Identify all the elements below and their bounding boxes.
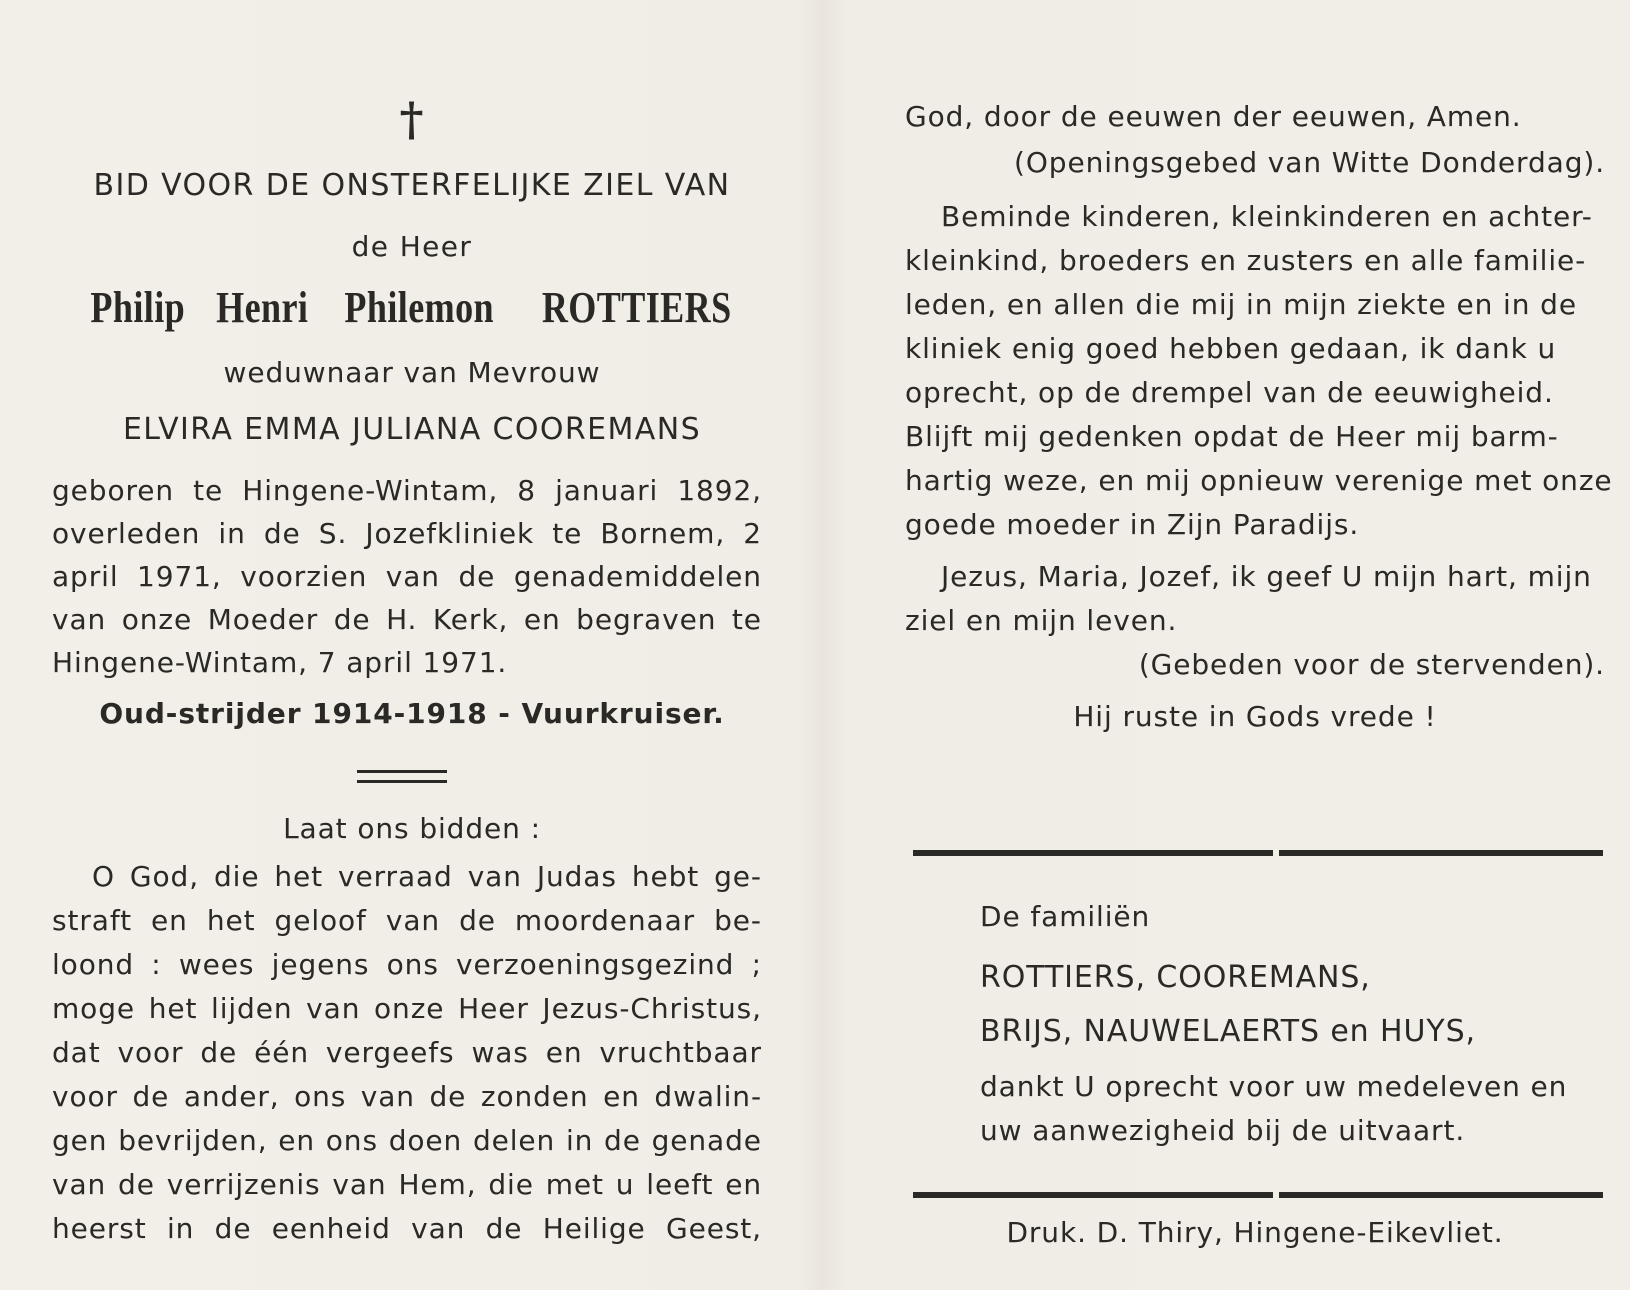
word: en [545, 1036, 583, 1069]
word: het [206, 904, 256, 937]
double-rule-bottom [357, 780, 447, 783]
salutation: de Heer [351, 230, 473, 263]
word: van [385, 560, 440, 593]
word: geboren [52, 474, 175, 507]
word: vruchtbaar [599, 1036, 762, 1069]
second-name: Henri [215, 283, 308, 332]
word: H. [386, 603, 418, 636]
word: en [725, 1168, 762, 1201]
separator-rule [913, 1192, 1603, 1198]
word: begraven [576, 603, 717, 636]
prayer-line [52, 904, 762, 937]
farewell-line: hartig weze, en mij opnieuw verenige met onze [905, 464, 1613, 497]
word: hebt [631, 860, 700, 893]
word: van [52, 603, 107, 636]
word: verraad [338, 860, 453, 893]
prayer-line [52, 992, 762, 1025]
bio-line [52, 560, 762, 593]
word: die [213, 860, 260, 893]
word: gen [52, 1124, 108, 1157]
word: heerst [52, 1212, 147, 1245]
word: ons [386, 948, 439, 981]
word: ; [751, 948, 762, 981]
word: te [193, 474, 224, 507]
word: 1892, [677, 474, 762, 507]
prayer-line [52, 1036, 762, 1069]
thanks-line: uw aanwezigheid bij de uitvaart. [980, 1114, 1466, 1147]
word: Hem, [398, 1168, 477, 1201]
word: u [615, 1168, 635, 1201]
farewell-line: Blijft mij gedenken opdat de Heer mij barm- [905, 420, 1559, 453]
prayer-line [52, 948, 762, 981]
rest-in-peace: Hij ruste in Gods vrede ! [1073, 700, 1437, 733]
word: zonden [480, 1080, 589, 1113]
farewell-line: leden, en allen die mij in mijn ziekte en in de [905, 288, 1577, 321]
word: delen [472, 1124, 556, 1157]
word: Bornem, [600, 517, 726, 550]
word: Kerk, [432, 603, 509, 636]
first-name: Philip [90, 283, 186, 332]
word: Jezus-Christus, [542, 992, 762, 1025]
source-note: (Openingsgebed van Witte Donderdag). [1014, 146, 1605, 179]
word: de [132, 1080, 170, 1113]
family-names: ROTTIERS, COOREMANS, [980, 960, 1371, 995]
word: dat [52, 1036, 101, 1069]
family-names: BRIJS, NAUWELAERTS en HUYS, [980, 1014, 1476, 1049]
left-page [52, 0, 772, 1290]
bio-line: Hingene-Wintam, 7 april 1971. [52, 646, 508, 679]
widower-line: weduwnaar van Mevrouw [223, 356, 601, 389]
separator-rule [913, 850, 1603, 856]
word: voor [117, 1036, 184, 1069]
word: de [118, 1168, 155, 1201]
word: de [459, 904, 496, 937]
word: Hingene-Wintam, [242, 474, 499, 507]
thanks-line: dankt U oprecht voor uw medeleven en [980, 1070, 1568, 1103]
veteran-line: Oud-strijder 1914-1918 - Vuurkruiser. [99, 697, 725, 730]
farewell-line: Beminde kinderen, kleinkinderen en achter- [941, 200, 1593, 233]
word: de [263, 517, 301, 550]
word: te [731, 603, 762, 636]
deceased-name [80, 282, 752, 333]
right-page [905, 0, 1613, 1290]
bio-line [52, 603, 762, 636]
word: ge- [714, 860, 762, 893]
word: één [254, 1036, 309, 1069]
word: Geest, [665, 1212, 762, 1245]
word: van [411, 1212, 466, 1245]
prayer-continuation: God, door de eeuwen der eeuwen, Amen. [905, 100, 1522, 133]
word: moge [52, 992, 136, 1025]
farewell-line: oprecht, op de drempel van de eeuwigheid. [905, 376, 1554, 409]
word: Jozefkliniek [365, 517, 535, 550]
double-rule-top [357, 770, 447, 773]
surname: ROTTIERS [541, 283, 732, 332]
word: was [471, 1036, 529, 1069]
printer-credit: Druk. D. Thiry, Hingene-Eikevliet. [1006, 1216, 1504, 1249]
word: overleden [52, 517, 201, 550]
prayer-line [52, 1168, 762, 1201]
word: met [545, 1168, 604, 1201]
word: onze [374, 992, 445, 1025]
word: straft [52, 904, 132, 937]
word: Judas [536, 860, 617, 893]
word: en [278, 1124, 316, 1157]
word: april [52, 560, 119, 593]
word: O [92, 860, 115, 893]
word: van [306, 992, 361, 1025]
invocation-line: Jezus, Maria, Jozef, ik geef U mijn hart, mijn [941, 560, 1592, 593]
source-note: (Gebeden voor de stervenden). [1138, 648, 1605, 681]
word: loond [52, 948, 135, 981]
word: die [488, 1168, 534, 1201]
word: en [603, 1080, 640, 1113]
prayer-line [52, 1212, 762, 1245]
word: be- [714, 904, 762, 937]
word: : [151, 948, 162, 981]
word: 2 [743, 517, 762, 550]
word: lijden [211, 992, 293, 1025]
word: Moeder [207, 603, 319, 636]
word: 8 [517, 474, 536, 507]
word: moordenaar [514, 904, 696, 937]
word: in [565, 1124, 594, 1157]
word: ons [325, 1124, 378, 1157]
word: de [429, 1080, 467, 1113]
farewell-line: kleinkind, broeders en zusters en alle familie- [905, 244, 1587, 277]
word: januari [555, 474, 659, 507]
bio-line [52, 517, 762, 550]
word: het [274, 860, 324, 893]
word: onze [121, 603, 193, 636]
word: de [214, 1212, 252, 1245]
word: leeft [646, 1168, 714, 1201]
farewell-line: goede moeder in Zijn Paradijs. [905, 508, 1360, 541]
word: te [552, 517, 583, 550]
word: de [485, 1212, 523, 1245]
invocation-line: ziel en mijn leven. [905, 604, 1178, 637]
spouse-name: ELVIRA EMMA JULIANA COOREMANS [122, 412, 702, 447]
prayer-title: Laat ons bidden : [283, 812, 541, 845]
word: voor [52, 1080, 118, 1113]
word: Heilige [542, 1212, 646, 1245]
word: vergeefs [325, 1036, 455, 1069]
word: van [52, 1168, 107, 1201]
word: jegens [271, 948, 370, 981]
word: van [385, 904, 441, 937]
word: in [218, 517, 246, 550]
word: God, [129, 860, 200, 893]
word: ander, [183, 1080, 280, 1113]
word: voorzien [240, 560, 368, 593]
families-intro: De familiën [980, 900, 1151, 933]
word: Heer [458, 992, 529, 1025]
word: bevrijden, [118, 1124, 268, 1157]
word: dwalin- [654, 1080, 762, 1113]
bio-line [52, 474, 762, 507]
word: en [523, 603, 561, 636]
word: de [604, 1124, 641, 1157]
third-name: Philemon [344, 283, 495, 332]
word: de [333, 603, 371, 636]
word: eenheid [271, 1212, 391, 1245]
word: S. [318, 517, 348, 550]
word: van [360, 1080, 415, 1113]
word: verzoeningsgezind [456, 948, 735, 981]
word: geloof [274, 904, 367, 937]
word: verrijzenis [166, 1168, 321, 1201]
farewell-line: kliniek enig goed hebben gedaan, ik dank u [905, 332, 1557, 365]
word: wees [178, 948, 255, 981]
cross-icon: † [399, 92, 425, 146]
word: en [151, 904, 188, 937]
word: doen [388, 1124, 463, 1157]
prayer-line [52, 1080, 762, 1113]
word: de [458, 560, 496, 593]
word: in [167, 1212, 195, 1245]
word: het [148, 992, 198, 1025]
word: genademiddelen [513, 560, 762, 593]
prayer-line [52, 1124, 762, 1157]
word: de [200, 1036, 238, 1069]
prayer-heading: BID VOOR DE ONSTERFELIJKE ZIEL VAN [93, 168, 731, 203]
word: ons [294, 1080, 347, 1113]
word: 1971, [137, 560, 222, 593]
word: van [467, 860, 522, 893]
prayer-line [92, 860, 762, 893]
word: genade [651, 1124, 762, 1157]
word: van [332, 1168, 387, 1201]
